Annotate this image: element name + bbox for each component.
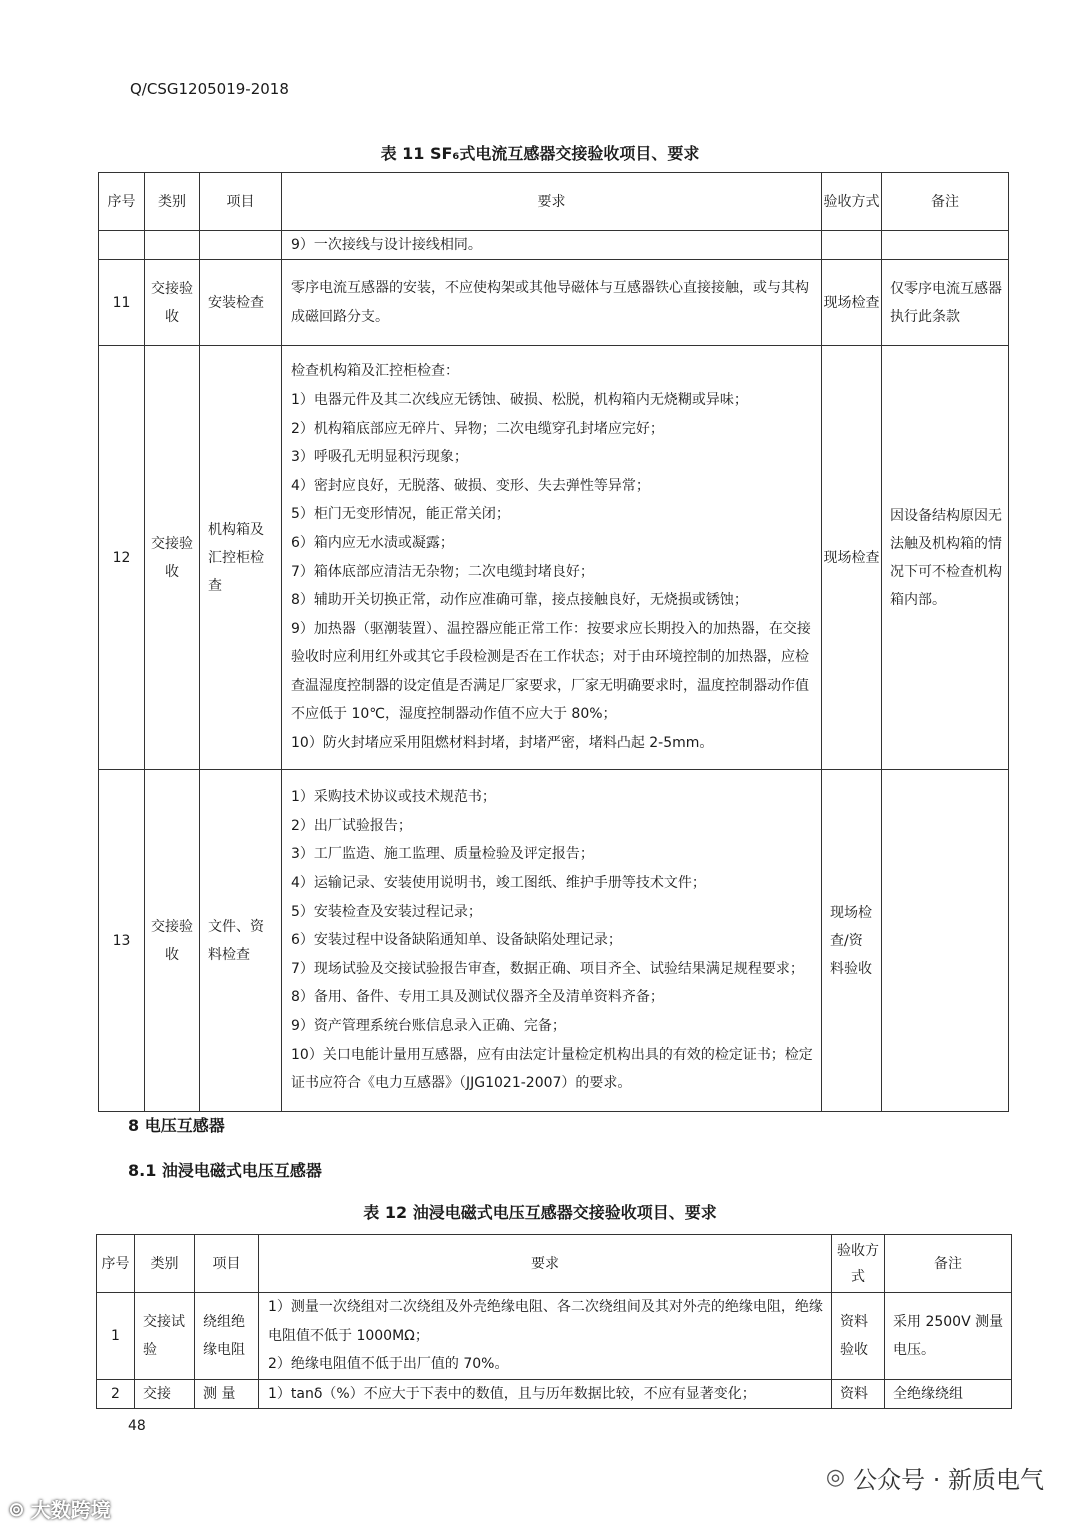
- requirement-line: 5）柜门无变形情况，能正常关闭；: [291, 506, 510, 523]
- header-note: 备注: [882, 173, 1009, 231]
- header-note: 备注: [885, 1235, 1012, 1293]
- category-cell: 交接验收: [145, 770, 200, 1112]
- table-header-row: [97, 1235, 1012, 1293]
- table-row: [99, 770, 1009, 1112]
- method-cell: 现场检查/资料验收: [822, 770, 882, 1112]
- header-requirement: 要求: [282, 173, 822, 231]
- method-cell: 现场检查: [822, 346, 882, 770]
- subsection-title: 8.1 油浸电磁式电压互感器: [128, 1161, 322, 1180]
- header-item: 项目: [195, 1235, 259, 1293]
- seq-cell: 1: [97, 1293, 135, 1380]
- table-row: [99, 260, 1009, 346]
- category-cell: 交接验收: [145, 346, 200, 770]
- table-12-caption: 表 12 油浸电磁式电压互感器交接验收项目、要求: [363, 1203, 717, 1222]
- table-row: [97, 1379, 1012, 1409]
- requirement-line: 9）资产管理系统台账信息录入正确、完备；: [291, 1017, 566, 1034]
- requirement-line: 9）加热器（驱潮装置）、温控器应能正常工作：按要求应长期投入的加热器，在交接验收时应利用红外或其它手段检测是否在工作状态；对于由环境控制的加热器，应检查温湿度控制器的设定值是否满足厂家要求，厂家无明确要求时，温度控制器动作值不应低于 10℃，湿度控制器动作值不应大于 80%；: [291, 620, 811, 723]
- requirement-line: 1）tanδ（%）不应大于下表中的数值，且与历年数据比较，不应有显著变化；: [268, 1385, 756, 1402]
- requirement-cell: [282, 770, 822, 1112]
- note-cell: 仅零序电流互感器执行此条款: [882, 260, 1009, 346]
- item-cell: 绕组绝缘电阻: [195, 1293, 259, 1380]
- table-11-caption: 表 11 SF₆式电流互感器交接验收项目、要求: [380, 144, 700, 163]
- category-cell: 交接试验: [135, 1293, 195, 1380]
- table-11: [98, 172, 1009, 1112]
- requirement-line: 6）箱内应无水渍或凝露；: [291, 534, 454, 551]
- table-12: [96, 1234, 1012, 1409]
- requirement-cell: [282, 260, 822, 346]
- header-method: 验收方式: [822, 173, 882, 231]
- method-cell: 现场检查: [822, 260, 882, 346]
- seq-cell: 2: [97, 1379, 135, 1409]
- method-cell: 资料: [832, 1379, 885, 1409]
- watermark-corner: [8, 1494, 111, 1523]
- note-cell: [882, 770, 1009, 1112]
- requirement-line: 8）备用、备件、专用工具及测试仪器齐全及清单资料齐备；: [291, 989, 664, 1006]
- page-number: 48: [128, 1418, 146, 1434]
- header-category: 类别: [135, 1235, 195, 1293]
- watermark-account: [826, 1460, 1044, 1495]
- requirement-line: 1）电器元件及其二次线应无锈蚀、破损、松脱，机构箱内无烧糊或异味；: [291, 391, 748, 408]
- requirement-line: 10）关口电能计量用互感器，应有由法定计量检定机构出具的有效的检定证书；检定证书应符合《电力互感器》（JJG1021-2007）的要求。: [291, 1046, 813, 1092]
- requirement-line: 1）测量一次绕组对二次绕组及外壳绝缘电阻、各二次绕组间及其对外壳的绝缘电阻，绝缘电阻值不低于 1000MΩ；: [268, 1299, 823, 1344]
- method-cell: 资料验收: [832, 1293, 885, 1380]
- note-cell: 全绝缘绕组: [885, 1379, 1012, 1409]
- item-cell: 测 量: [195, 1379, 259, 1409]
- note-cell: 采用 2500V 测量电压。: [885, 1293, 1012, 1380]
- header-requirement: 要求: [259, 1235, 832, 1293]
- note-cell: 因设备结构原因无法触及机构箱的情况下可不检查机构箱内部。: [882, 346, 1009, 770]
- requirement-cell: [282, 346, 822, 770]
- logo-icon: ⊚: [8, 1496, 25, 1521]
- header-item: 项目: [200, 173, 282, 231]
- table-header-row: [99, 173, 1009, 231]
- requirement-line: 检查机构箱及汇控柜检查：: [291, 363, 459, 380]
- watermark-corner-text: 大数跨境: [30, 1498, 111, 1522]
- category-cell: 交接验收: [145, 260, 200, 346]
- watermark-account-text: 公众号 · 新质电气: [853, 1466, 1044, 1494]
- category-cell: 交接: [135, 1379, 195, 1409]
- requirement-line: 2）绝缘电阻值不低于出厂值的 70%。: [268, 1356, 509, 1373]
- seq-cell: 12: [99, 346, 145, 770]
- header-category: 类别: [145, 173, 200, 231]
- item-cell: 机构箱及汇控柜检查: [200, 346, 282, 770]
- requirement-line: 7）箱体底部应清洁无杂物；二次电缆封堵良好；: [291, 563, 594, 580]
- header-seq: 序号: [99, 173, 145, 231]
- requirement-line: 4）运输记录、安装使用说明书，竣工图纸、维护手册等技术文件；: [291, 875, 706, 892]
- wechat-icon: ◎: [825, 1465, 846, 1490]
- requirement-line: 1）采购技术协议或技术规范书；: [291, 789, 496, 806]
- requirement-line: 4）密封应良好，无脱落、破损、变形、失去弹性等异常；: [291, 477, 650, 494]
- table-row: [97, 1293, 1012, 1380]
- header-seq: 序号: [97, 1235, 135, 1293]
- seq-cell: 13: [99, 770, 145, 1112]
- seq-cell: 11: [99, 260, 145, 346]
- document-id: Q/CSG1205019-2018: [130, 80, 289, 98]
- requirement-line: 3）呼吸孔无明显积污现象；: [291, 449, 468, 466]
- requirement-line: 6）安装过程中设备缺陷通知单、设备缺陷处理记录；: [291, 932, 622, 949]
- item-cell: 安装检查: [200, 260, 282, 346]
- requirement-line: 2）机构箱底部应无碎片、异物；二次电缆穿孔封堵应完好；: [291, 420, 664, 437]
- requirement-line: 8）辅助开关切换正常，动作应准确可靠，接点接触良好，无烧损或锈蚀；: [291, 592, 748, 609]
- table-row: [99, 346, 1009, 770]
- requirement-cell: [259, 1379, 832, 1409]
- section-title: 8 电压互感器: [128, 1116, 225, 1135]
- requirement-line: 7）现场试验及交接试验报告审查，数据正确、项目齐全、试验结果满足规程要求；: [291, 960, 804, 977]
- requirement-line: 10）防火封堵应采用阻燃材料封堵，封堵严密，堵料凸起 2-5mm。: [291, 735, 714, 752]
- requirement-line: 2）出厂试验报告；: [291, 817, 412, 834]
- requirement-line: 3）工厂监造、施工监理、质量检验及评定报告；: [291, 846, 594, 863]
- requirement-cell: [259, 1293, 832, 1380]
- requirement-cell: 9）一次接线与设计接线相同。: [282, 231, 822, 260]
- header-method: 验收方式: [832, 1235, 885, 1293]
- requirement-line: 零序电流互感器的安装，不应使构架或其他导磁体与互感器铁心直接接触，或与其构成磁回路分支。: [291, 279, 809, 325]
- table-row-continuation: [99, 231, 1009, 260]
- requirement-line: 5）安装检查及安装过程记录；: [291, 903, 482, 920]
- item-cell: 文件、资料检查: [200, 770, 282, 1112]
